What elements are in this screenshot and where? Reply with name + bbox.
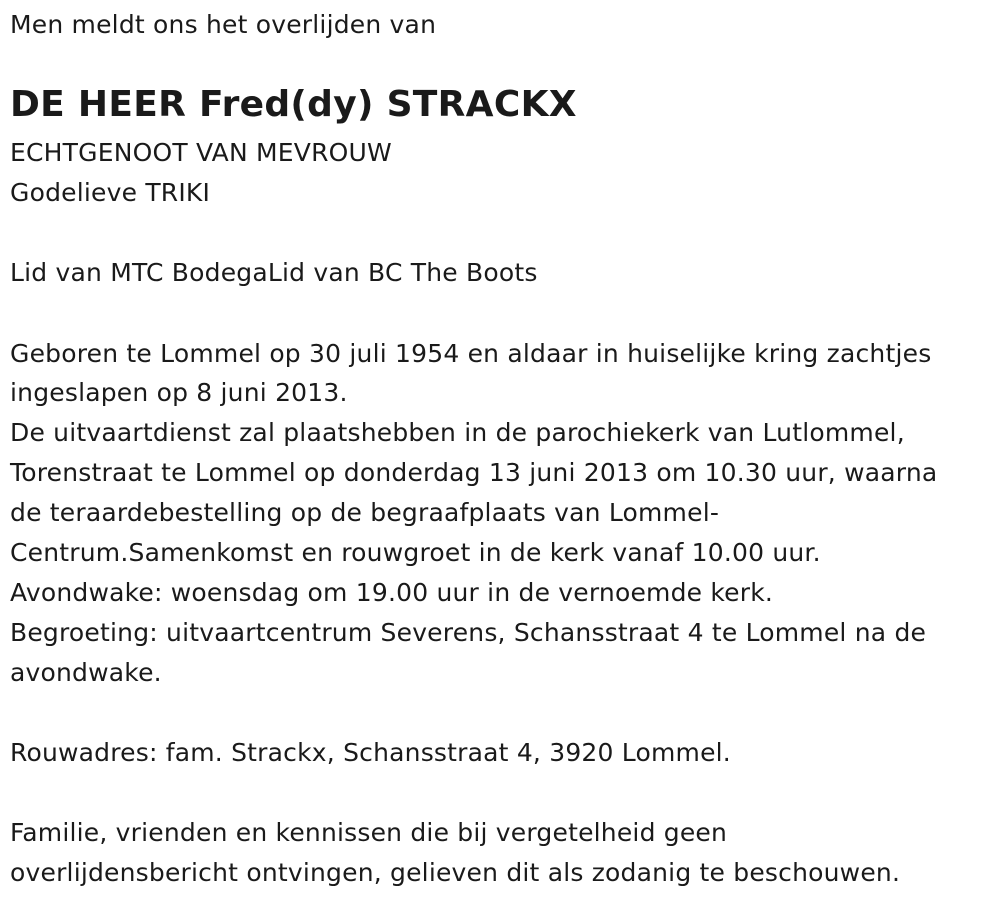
body-line: ingeslapen op 8 juni 2013. (10, 378, 348, 407)
body-line: Centrum.Samenkomst en rouwgroet in de kerk vanaf 10.00 uur. (10, 538, 821, 567)
body-line: Torenstraat te Lommel op donderdag 13 juni 2013 om 10.30 uur, waarna (10, 458, 938, 487)
spouse-line-2: Godelieve TRIKI (10, 178, 211, 207)
intro-text: Men meldt ons het overlijden van (10, 10, 437, 39)
spouse-line-1: ECHTGENOOT VAN MEVROUW (10, 138, 392, 167)
body-line: de teraardebestelling op de begraafplaats van Lommel- (10, 498, 720, 527)
body-line: Geboren te Lommel op 30 juli 1954 en aldaar in huiselijke kring zachtjes (10, 339, 932, 368)
body-line: Begroeting: uitvaartcentrum Severens, Schansstraat 4 te Lommel na de (10, 618, 927, 647)
body-line: avondwake. (10, 658, 162, 687)
address-text: Rouwadres: fam. Strackx, Schansstraat 4, 3920 Lommel. (10, 738, 731, 767)
body-line: Avondwake: woensdag om 19.00 uur in de vernoemde kerk. (10, 578, 774, 607)
body-line: De uitvaartdienst zal plaatshebben in de parochiekerk van Lutlommel, (10, 418, 905, 447)
membership-text: Lid van MTC BodegaLid van BC The Boots (10, 258, 538, 287)
deceased-name: DE HEER Fred(dy) STRACKX (10, 84, 577, 125)
closing-line: overlijdensbericht ontvingen, gelieven dit als zodanig te beschouwen. (10, 858, 901, 887)
closing-line: Familie, vrienden en kennissen die bij vergetelheid geen (10, 818, 728, 847)
